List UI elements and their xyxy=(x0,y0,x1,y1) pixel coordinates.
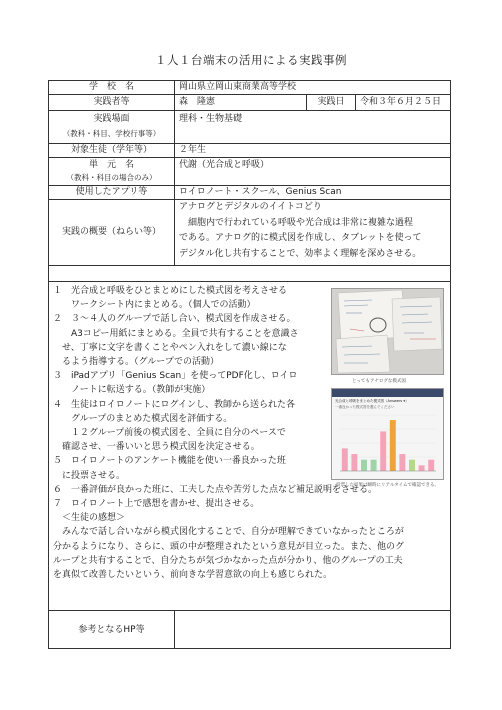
column-divider xyxy=(174,81,175,265)
chart-bar xyxy=(419,465,425,471)
content-line: 確認させ、一番いいと思う模式図を決定させる。 xyxy=(53,442,260,453)
survey-question: 一番良かった模式図を選んでください xyxy=(335,405,395,409)
survey-bar-chart xyxy=(332,411,443,477)
content-line: ループと共有することで、自分たちが気づかなかった点が分かり、他のグループの工夫 xyxy=(53,555,403,566)
overview-line: アナログとデジタルのイイトコどり xyxy=(179,202,322,212)
reference-value xyxy=(179,612,449,648)
row-divider xyxy=(49,94,450,95)
chart-bar xyxy=(342,448,348,471)
chart-bar xyxy=(371,460,377,471)
photo-caption-1: とってもアナログな模式図 xyxy=(352,379,406,384)
row-divider xyxy=(49,281,450,282)
content-line: ノートに転送する。（教師が実施） xyxy=(53,385,211,396)
overview-line: である。アナログ的に模式図を作成し、タブレットを使って xyxy=(179,233,422,243)
unit-label: 単 元 名 xyxy=(88,160,134,170)
school-label: 学 校 名 xyxy=(88,82,134,92)
content-line: 分かるようになり、さらに、頭の中が整理されたという意見が目立った。また、他のグ xyxy=(53,541,405,552)
content-line: ７ ロイロノート上で感想を書かせ、提出させる。 xyxy=(53,499,260,510)
document-title: １人１台端末の活用による実践事例 xyxy=(155,53,347,67)
reference-label: 参考となるHP等 xyxy=(78,625,145,635)
apps-value: ロイロノート・スクール、Genius Scan xyxy=(179,187,342,197)
row-divider xyxy=(49,265,450,266)
unit-sublabel: （教科・科目の場合のみ） xyxy=(66,173,157,182)
content-line: るよう指導する。（グループでの活動） xyxy=(53,357,220,368)
grade-label: 対象生徒（学年等） xyxy=(70,145,152,155)
school-value: 岡山県立岡山東商業高等学校 xyxy=(179,82,297,92)
content-line: １ 光合成と呼吸をひとまとめにした模式図を考えさせる xyxy=(53,286,288,296)
scene-value: 理科・生物基礎 xyxy=(179,114,243,124)
overview-label: 実践の概要（ねらい等） xyxy=(61,227,161,237)
content-line: ４ 生徒はロイロノートにログインし、教師から送られた各 xyxy=(53,399,296,410)
scene-sublabel: （教科・科目、学校行事等） xyxy=(62,129,161,138)
chart-bar xyxy=(361,460,367,471)
content-line: ＜生徒の感想＞ xyxy=(53,513,126,524)
scene-label: 実践場面 xyxy=(93,114,130,124)
chart-bar xyxy=(390,420,396,471)
date-label: 実践日 xyxy=(317,97,345,107)
column-divider xyxy=(355,94,356,110)
content-line: グループのまとめた模式図を評価する。 xyxy=(53,413,233,424)
diagram-photo xyxy=(331,288,444,375)
content-line: せ、丁寧に文字を書くことやペン入れをして濃い線にな xyxy=(53,342,287,353)
overview-text xyxy=(179,200,449,264)
chart-bar xyxy=(351,454,357,471)
content-line: に投票させる。 xyxy=(53,470,126,481)
grade-value: ２年生 xyxy=(179,145,207,155)
content-line: ５ ロイロノートのアンケート機能を使い一番良かった班 xyxy=(53,456,286,467)
teacher-value: 森 隆憲 xyxy=(179,97,216,107)
content-line: を真似て改善したいという、前向きな学習意欲の向上も感じられた。 xyxy=(53,570,333,581)
row-divider xyxy=(49,610,450,611)
teacher-label: 実践者等 xyxy=(93,97,130,107)
chart-bar xyxy=(380,431,386,471)
content-line: A3コピー用紙にまとめる。全員で共有することを意識さ xyxy=(53,328,299,339)
overview-line: 細胞内で行われている呼吸や光合成は非常に複雑な過程 xyxy=(179,217,414,228)
photo-caption-2: 投票した結果は瞬時にリアルタイムで確認できる。 xyxy=(336,483,440,488)
column-divider xyxy=(174,610,175,649)
chart-bar xyxy=(409,460,415,471)
survey-screenshot xyxy=(331,388,444,480)
apps-label: 使用したアプリ等 xyxy=(75,187,148,197)
survey-header: 光合成と呼吸をまとめた模式図（Answers ▾） xyxy=(335,399,409,403)
unit-value: 代謝（光合成と呼吸） xyxy=(179,160,270,170)
content-line: ２ ３～４人のグループで話し合い、模式図を作成させる。 xyxy=(53,314,296,325)
chart-bar xyxy=(428,460,434,471)
chart-bar xyxy=(399,454,405,471)
row-divider xyxy=(49,110,450,111)
content-line: ワークシート内にまとめる。（個人での活動） xyxy=(53,300,256,311)
survey-app-bar xyxy=(332,389,443,397)
content-line: ６ 一番評価が良かった班に、工夫した点や苦労した点など補足説明をさせる。 xyxy=(53,484,378,495)
row-divider xyxy=(49,157,450,158)
overview-line: デジタル化し共有することで、効率よく理解を深めさせる。 xyxy=(179,248,422,259)
content-heading xyxy=(49,267,450,281)
date-value: 令和３年６月２５日 xyxy=(360,97,442,107)
content-line: ３ iPadアプリ「Genius Scan」を使ってPDF化し、ロイロ xyxy=(53,371,298,382)
diagram-photo-image xyxy=(332,289,443,374)
content-line: １２グループ前後の模式図を、全員に自分のペースで xyxy=(53,428,286,439)
content-line: みんなで話し合いながら模式図化することで、自分が理解できていなかったところが xyxy=(53,527,404,538)
